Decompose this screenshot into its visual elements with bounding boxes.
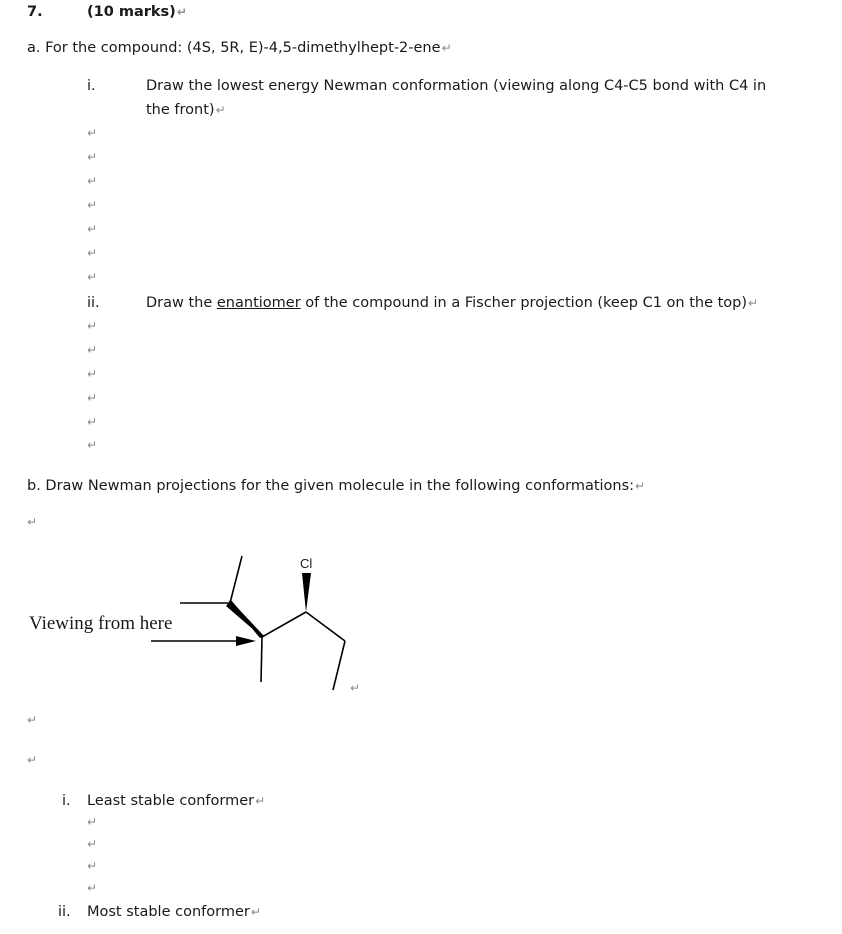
marks-text: (10 marks) (87, 4, 176, 20)
empty-paragraph-mark: ↵ (87, 815, 98, 829)
viewing-arrow-head (236, 636, 256, 646)
part-b-heading-text: b. Draw Newman projections for the given molecule in the following conformations: (27, 478, 635, 494)
paragraph-mark: ↵ (635, 479, 646, 493)
paragraph-mark: ↵ (250, 905, 261, 919)
most-stable-text: Most stable conformer (87, 904, 250, 920)
paragraph-mark: ↵ (255, 794, 266, 808)
least-stable-text: Least stable conformer (87, 793, 255, 809)
paragraph-mark: ↵ (441, 41, 452, 55)
empty-paragraph-mark: ↵ (87, 881, 98, 895)
paragraph-mark: ↵ (215, 103, 226, 117)
empty-paragraph-mark: ↵ (87, 246, 98, 260)
part-b-item-i-number: i. (62, 793, 71, 809)
empty-paragraph-mark: ↵ (87, 391, 98, 405)
part-a-item-ii-number: ii. (87, 295, 100, 311)
empty-paragraph-mark: ↵ (27, 515, 38, 529)
item-ii-text-underlined: enantiomer (216, 295, 301, 311)
empty-paragraph-mark: ↵ (87, 415, 98, 429)
empty-paragraph-mark: ↵ (87, 367, 98, 381)
empty-paragraph-mark: ↵ (87, 837, 98, 851)
empty-paragraph-mark: ↵ (87, 438, 98, 452)
empty-paragraph-mark: ↵ (87, 150, 98, 164)
empty-paragraph-mark: ↵ (87, 859, 98, 873)
part-a-item-i-line1: Draw the lowest energy Newman conformation (viewing along C4-C5 bond with C4 in (146, 78, 767, 94)
empty-paragraph-mark: ↵ (350, 681, 361, 695)
viewing-label: Viewing from here (29, 613, 173, 634)
part-b-item-i-text (87, 791, 265, 811)
part-a-heading-text: a. For the compound: (4S, 5R, E)-4,5-dimethylhept-2-ene (27, 40, 441, 56)
bond-line (306, 612, 345, 641)
wedge-bond (226, 600, 262, 637)
paragraph-mark: ↵ (748, 296, 759, 310)
bond-line (230, 556, 242, 603)
bond-line (261, 637, 262, 682)
bond-line (262, 612, 306, 637)
part-a-item-i-line2-text: the front) (146, 102, 215, 118)
question-number: 7. (27, 4, 43, 20)
paragraph-mark: ↵ (176, 5, 187, 19)
part-b-item-ii-text (87, 902, 261, 922)
empty-paragraph-mark: ↵ (87, 222, 98, 236)
part-b-item-ii-number: ii. (58, 904, 71, 920)
empty-paragraph-mark: ↵ (87, 198, 98, 212)
bond-line (333, 641, 345, 690)
chlorine-label: Cl (300, 556, 313, 571)
part-a-item-i-number: i. (87, 78, 96, 94)
empty-paragraph-mark: ↵ (27, 753, 38, 767)
empty-paragraph-mark: ↵ (87, 174, 98, 188)
empty-paragraph-mark: ↵ (87, 319, 98, 333)
wedge-bond-cl (302, 573, 311, 612)
item-ii-text-before: Draw the (146, 295, 217, 311)
item-ii-text-after: of the compound in a Fischer projection (keep C1 on the top) (300, 295, 748, 311)
empty-paragraph-mark: ↵ (87, 343, 98, 357)
empty-paragraph-mark: ↵ (27, 713, 38, 727)
empty-paragraph-mark: ↵ (87, 270, 98, 284)
empty-paragraph-mark: ↵ (87, 126, 98, 140)
